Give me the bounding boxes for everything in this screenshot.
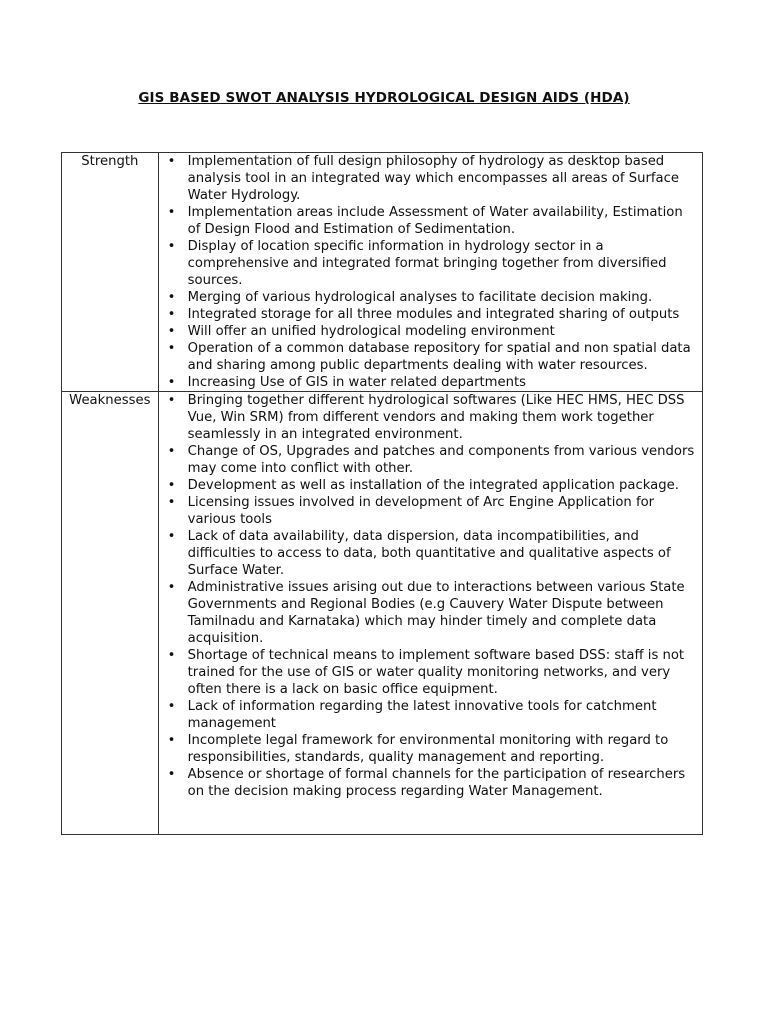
list-item: • Change of OS, Upgrades and patches and components from various vendors may come into conflict with other.	[188, 443, 698, 477]
list-item: • Implementation of full design philosophy of hydrology as desktop based analysis tool in an integrated way which encompasses all areas of Surface Water Hydrology.	[188, 153, 698, 204]
swot-points-strength	[159, 153, 702, 391]
swot-points-weaknesses	[159, 392, 702, 834]
swot-row-weaknesses	[62, 392, 703, 835]
list-item: • Incomplete legal framework for environmental monitoring with regard to responsibilities, standards, quality management and reporting.	[188, 732, 698, 766]
list-item: • Operation of a common database repository for spatial and non spatial data and sharing among public departments dealing with water resources.	[188, 340, 698, 374]
swot-label-strength: Strength	[62, 153, 159, 392]
swot-label-weaknesses: Weaknesses	[62, 392, 159, 835]
document-title: GIS BASED SWOT ANALYSIS HYDROLOGICAL DESIGN AIDS (HDA)	[138, 90, 630, 106]
list-item: • Licensing issues involved in development of Arc Engine Application for various tools	[188, 494, 698, 528]
list-item: • Absence or shortage of formal channels for the participation of researchers on the decision making process regarding Water Management.	[188, 766, 698, 800]
swot-table	[61, 152, 703, 835]
list-item: • Shortage of technical means to implement software based DSS: staff is not trained for the use of GIS or water quality monitoring networks, and very often there is a lack on basic office equipment.	[188, 647, 698, 698]
list-item: • Merging of various hydrological analyses to facilitate decision making.	[188, 289, 698, 306]
swot-points-weaknesses-cell	[158, 392, 702, 835]
list-item: • Lack of information regarding the latest innovative tools for catchment management	[188, 698, 698, 732]
list-item: • Display of location specific information in hydrology sector in a comprehensive and integrated format bringing together from diversified sources.	[188, 238, 698, 289]
swot-row-strength	[62, 153, 703, 392]
list-item: • Lack of data availability, data dispersion, data incompatibilities, and difficulties to access to data, both quantitative and qualitative aspects of Surface Water.	[188, 528, 698, 579]
swot-points-strength-cell	[158, 153, 702, 392]
list-item: • Administrative issues arising out due to interactions between various State Governments and Regional Bodies (e.g Cauvery Water Dispute between Tamilnadu and Karnataka) which may hinder timely and complete data acquisition.	[188, 579, 698, 647]
list-item: • Integrated storage for all three modules and integrated sharing of outputs	[188, 306, 698, 323]
list-item: • Implementation areas include Assessment of Water availability, Estimation of Design Flood and Estimation of Sedimentation.	[188, 204, 698, 238]
list-item: • Bringing together different hydrological softwares (Like HEC HMS, HEC DSS Vue, Win SRM) from different vendors and making them work together seamlessly in an integrated environment.	[188, 392, 698, 443]
list-item: • Increasing Use of GIS in water related departments	[188, 374, 698, 391]
list-item: • Will offer an unified hydrological modeling environment	[188, 323, 698, 340]
list-item: • Development as well as installation of the integrated application package.	[188, 477, 698, 494]
